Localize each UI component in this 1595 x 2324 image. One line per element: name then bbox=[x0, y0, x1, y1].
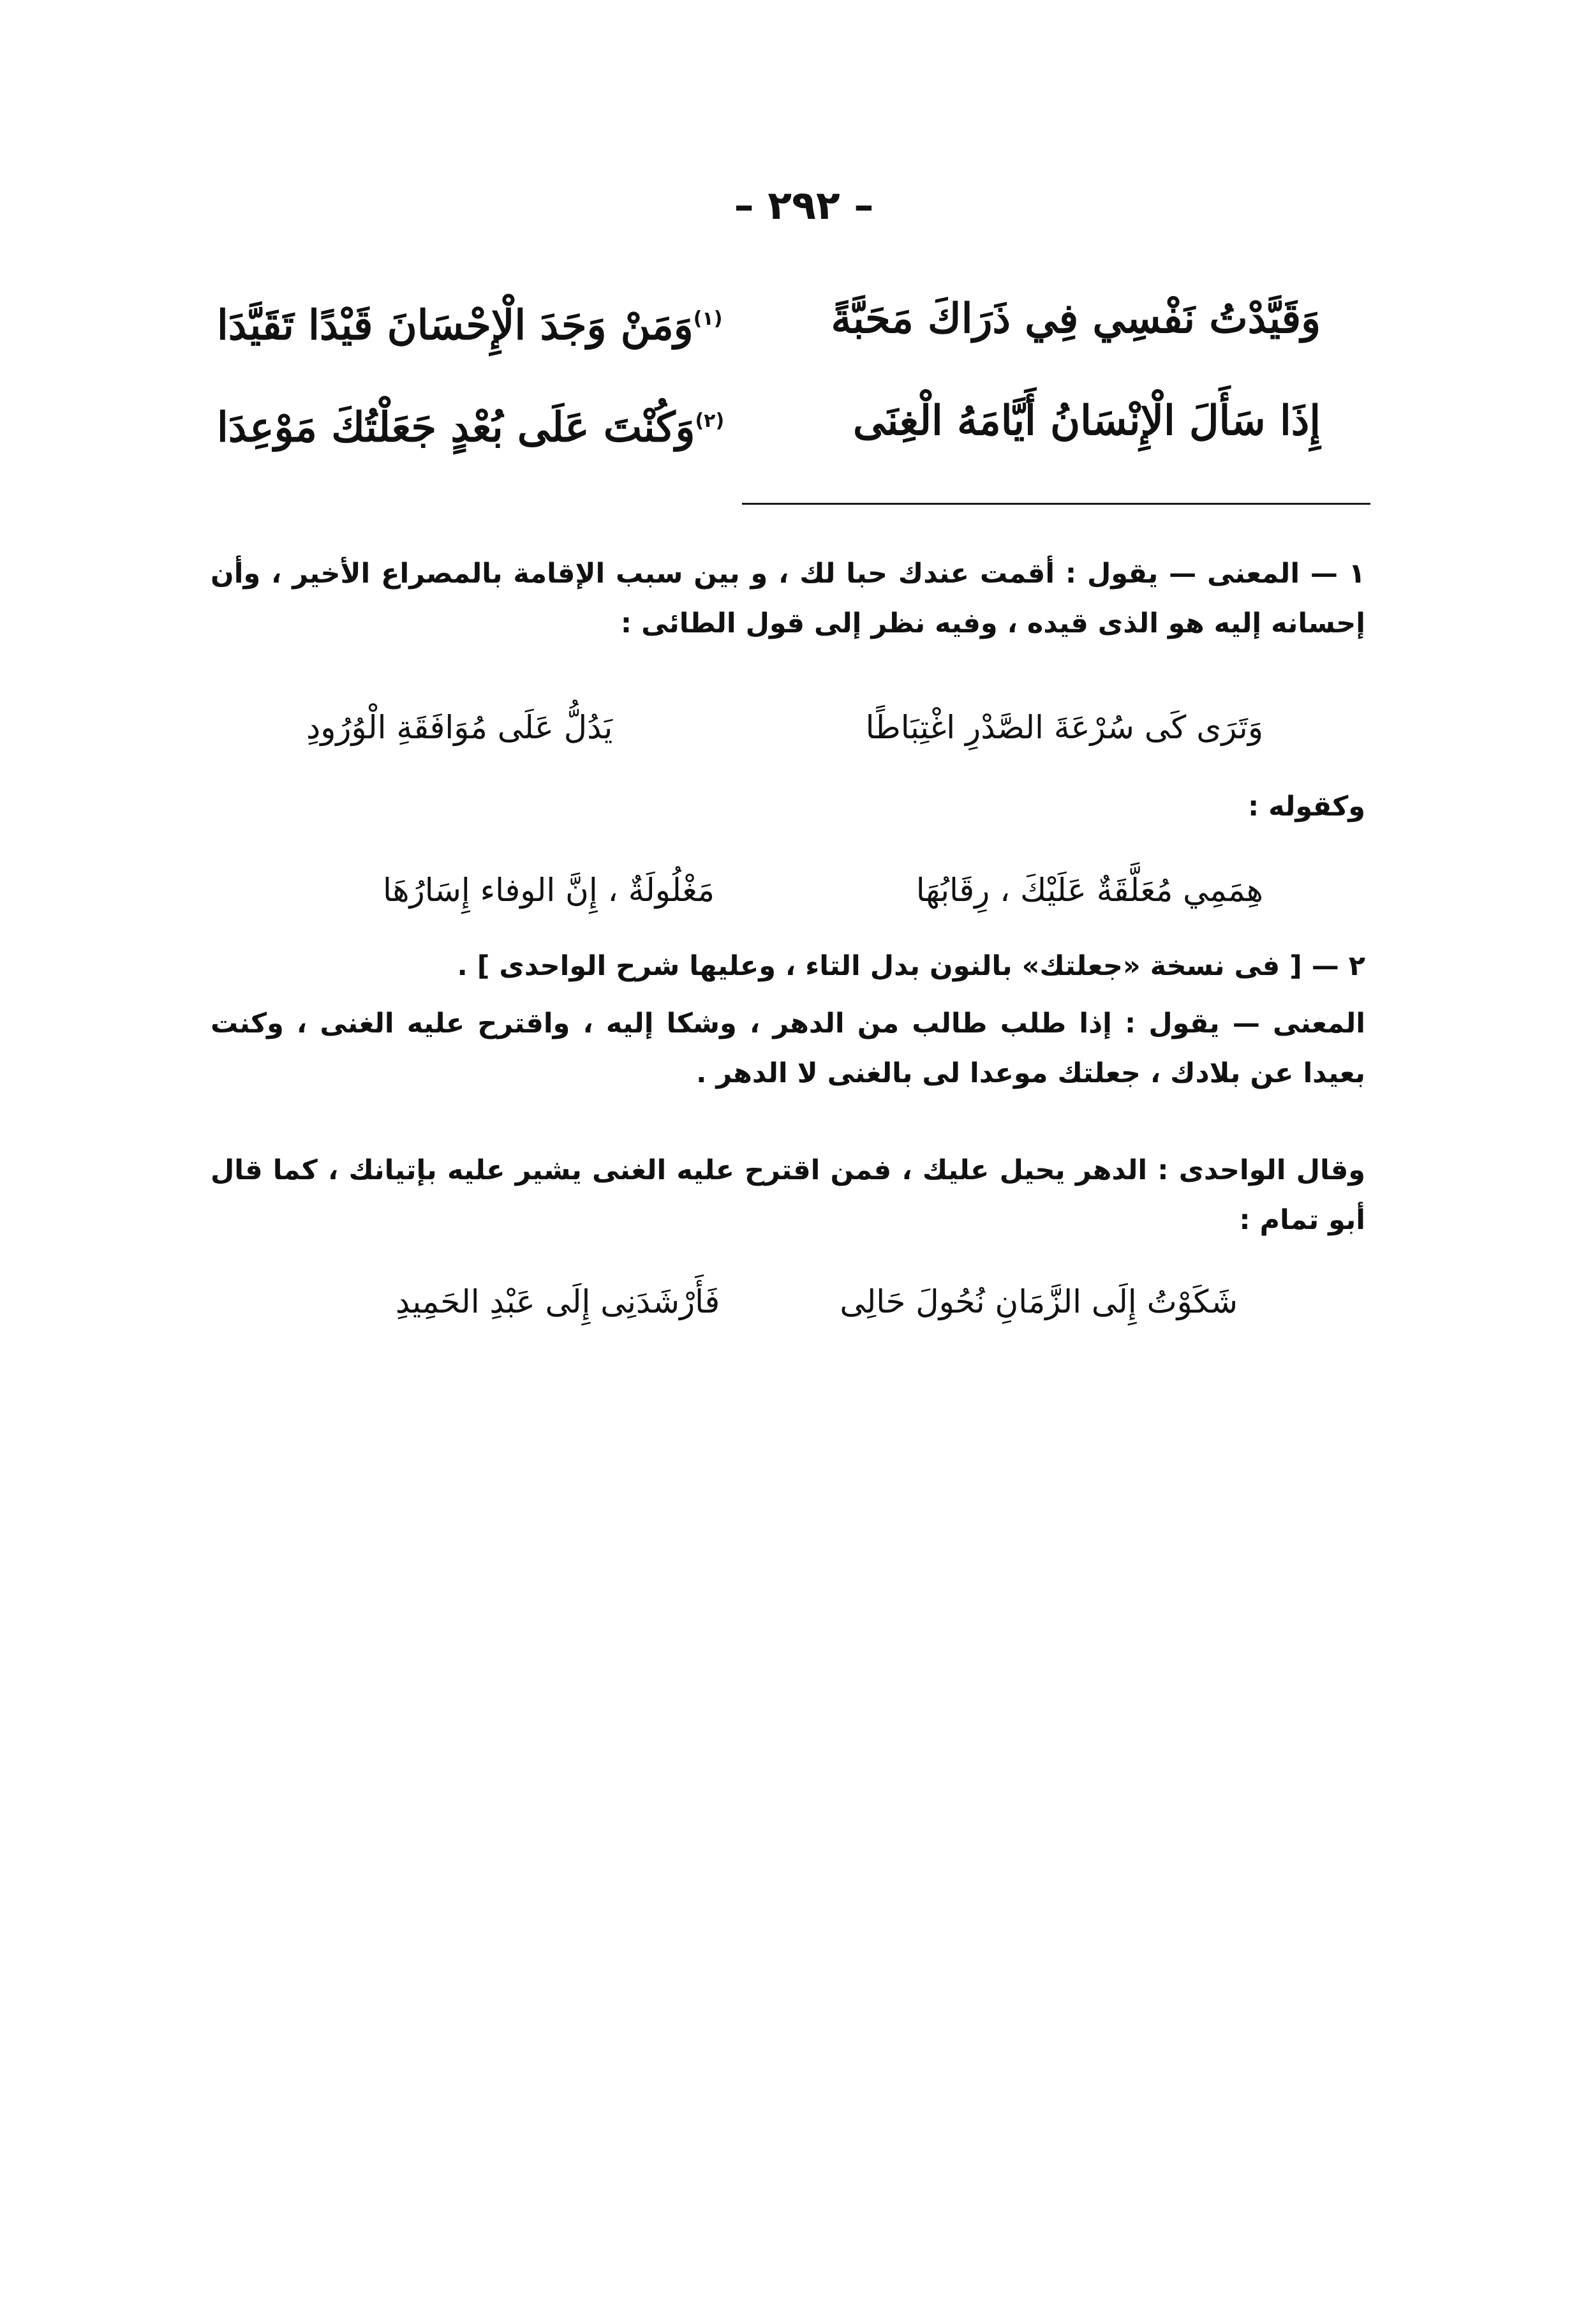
verse-1 bbox=[217, 281, 1321, 357]
footnote-2-variant: ٢ — [ فى نسخة «جعلتك» بالنون بدل التاء ، وعليها شرح الواحدى ] . bbox=[457, 950, 1365, 982]
footnote-2-verse bbox=[396, 1270, 1238, 1334]
verse-2-second-hemistich bbox=[217, 383, 724, 466]
verse-2-second-text: وَكُنْتَ عَلَى بُعْدٍ جَعَلْتُكَ مَوْعِدَا bbox=[217, 403, 695, 452]
verse-1-second-hemistich bbox=[217, 281, 722, 364]
footnote-ref-1: (١) bbox=[693, 308, 723, 330]
verse-2 bbox=[217, 383, 1321, 459]
footnote-ref-2: (٢) bbox=[695, 410, 725, 432]
footnote-2-verse-first: شَكَوْتُ إِلَى الزَّمَانِ نُحُولَ حَالِى bbox=[840, 1283, 1238, 1320]
footnote-1-verse-1-second: يَدُلُّ عَلَى مُوَافَقَةِ الْوُرُودِ bbox=[306, 709, 613, 746]
footnote-2-wahidi: وقال الواحدى : الدهر يحيل عليك ، فمن اقترح عليه الغنى يشير عليه بإتيانك ، كما قال أبو تمام : bbox=[211, 1154, 1365, 1236]
footnote-1-verse-2-second: مَغْلُولَةٌ ، إِنَّ الوفاء إِسَارُهَا bbox=[383, 872, 715, 909]
footnote-2-meaning: المعنى — يقول : إذا طلب طالب من الدهر ، وشكا إليه ، واقترح عليه الغنى ، وكنت بعيدا عن بلادك ، جعلتك موعدا لى بالغنى لا الدهر . bbox=[211, 1008, 1365, 1089]
verse-1-second-text: وَمَنْ وَجَدَ الْإِحْسَانَ قَيْدًا تَقَيَّدَا bbox=[217, 301, 694, 350]
footnote-1-verse-2 bbox=[383, 858, 1263, 922]
footnote-separator bbox=[742, 503, 1370, 505]
footnote-1-verse-2-first: هِمَمِي مُعَلَّقَةٌ عَلَيْكَ ، رِقَابُهَا bbox=[916, 872, 1263, 909]
verse-2-first-hemistich: إِذَا سَأَلَ الْإِنْسَانُ أَيَّامَهُ الْغِنَى bbox=[853, 397, 1321, 445]
page-number: – ٢٩٢ – bbox=[734, 182, 874, 228]
footnote-1-text: ١ — المعنى — يقول : أقمت عندك حبا لك ، و بين سبب الإقامة بالمصراع الأخير ، وأن إحسانه إليه هو الذى قيده ، وفيه نظر إلى قول الطائى : bbox=[211, 558, 1365, 639]
footnote-1-verse-1 bbox=[306, 696, 1263, 759]
verse-1-first-hemistich: وَقَيَّدْتُ نَفْسِي فِي ذَرَاكَ مَحَبَّةً bbox=[831, 295, 1321, 343]
footnote-2-verse-second: فَأَرْشَدَنِى إِلَى عَبْدِ الحَمِيدِ bbox=[396, 1283, 720, 1320]
footnote-1-verse-1-first: وَتَرَى كَى سُرْعَةَ الصَّدْرِ اغْتِبَاطًا bbox=[865, 709, 1263, 746]
footnote-1-lead-in: وكقوله : bbox=[1247, 791, 1365, 823]
